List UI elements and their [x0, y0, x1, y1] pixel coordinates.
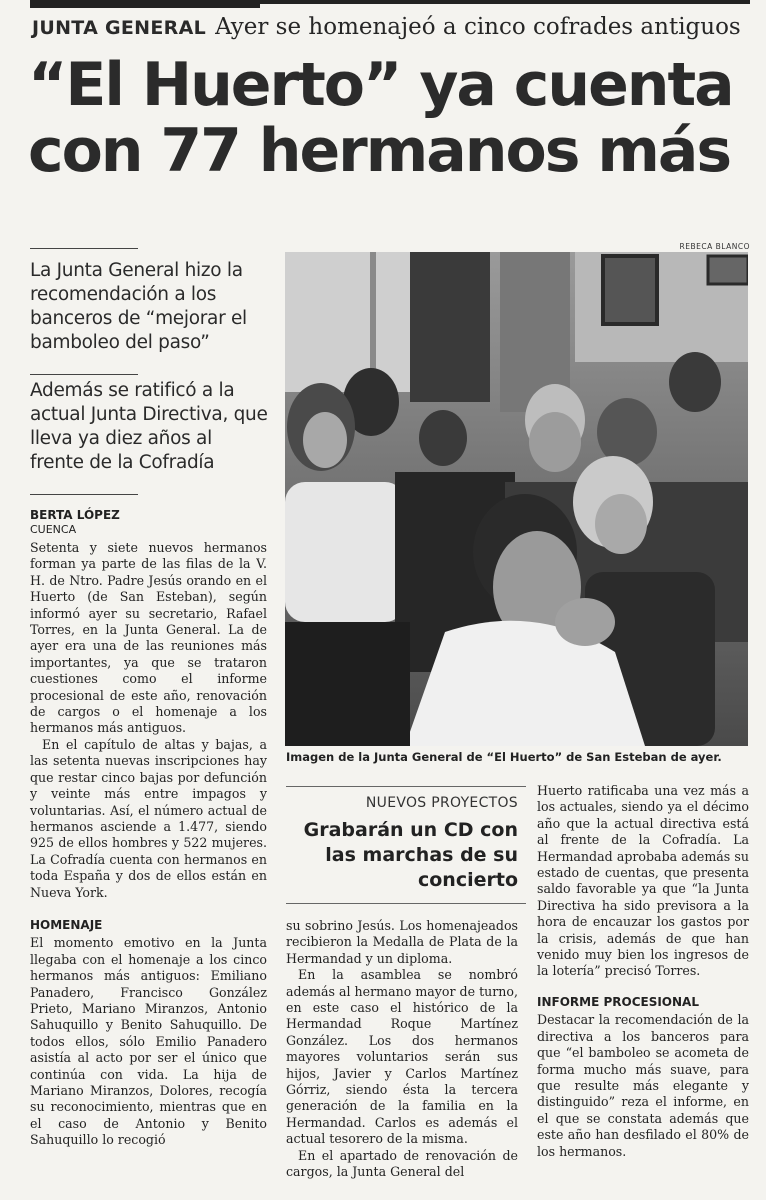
- deck-rule-2: [30, 374, 138, 375]
- deck-rule-1: [30, 248, 138, 249]
- paragraph: En la asamblea se nombró además al hermano mayor de turno, en este caso el histórico de la Hermandad Roque Martínez González. Los dos hermanos mayores voluntarios serán sus hijos, Javier y Carlos Martínez Górriz, siendo ésta la tercera generación de la familia en la Hermandad. Carlos es además el actual tesorero de la misma.: [286, 967, 518, 1147]
- photo-caption: Imagen de la Junta General de “El Huerto” de San Esteban de ayer.: [286, 750, 722, 764]
- paragraph: Destacar la recomendación de la directiva a los banceros para que “el bamboleo se acometa de forma mucho más suave, para que resulte más elegante y distinguido” reza el informe, en el que se constata además que este año han desfilado el 80% de los hermanos.: [537, 1012, 749, 1159]
- paragraph: su sobrino Jesús. Los homenajeados recibieron la Medalla de Plata de la Hermandad y un diploma.: [286, 918, 518, 966]
- kicker-line: [32, 14, 752, 44]
- top-rule: [30, 0, 750, 4]
- news-photo: [285, 252, 748, 746]
- feature-kicker: NUEVOS PROYECTOS: [365, 795, 518, 811]
- deck-rule-3: [30, 494, 138, 495]
- deck-first: La Junta General hizo la recomendación a los banceros de “mejorar el bamboleo del paso”: [30, 260, 247, 353]
- paragraph: Setenta y siete nuevos hermanos forman ya parte de las filas de la V. H. de Ntro. Padre Jesús orando en el Huerto (de San Esteban), según informó ayer su secretario, Rafael Torres, en la Junta General. La de ayer era una de las reuniones más importantes, ya que se trataron cuestiones como el informe procesional de este año, renovación de cargos o el homenaje a los hermanos más antiguos.: [30, 540, 267, 736]
- headline-line-2: con 77 hermanos más: [28, 116, 731, 186]
- byline-city: CUENCA: [30, 523, 77, 536]
- paragraph: Huerto ratificaba una vez más a los actuales, siendo ya el décimo año que la actual directiva está al frente de la Cofradía. La Hermandad aprobaba además su estado de cuentas, que presenta saldo favorable ya que “la Junta Directiva ha sido previsora a la hora de encauzar los gastos por la crisis, además de que han venido muy bien los ingresos de la lotería” precisó Torres.: [537, 783, 749, 979]
- headline: [28, 52, 758, 184]
- feature-title: Grabarán un CD con las marchas de su concierto: [303, 819, 518, 891]
- kicker-subtitle: Ayer se homenajeó a cinco cofrades antiguos: [215, 14, 741, 40]
- byline-author: BERTA LÓPEZ: [30, 508, 120, 522]
- section-label: JUNTA GENERAL: [32, 17, 206, 39]
- feature-rule-bottom: [286, 903, 526, 904]
- headline-line-1: “El Huerto” ya cuenta: [28, 50, 733, 120]
- body-column-1: [30, 540, 267, 1149]
- subhead-informe-procesional: INFORME PROCESIONAL: [537, 994, 699, 1009]
- photo-credit: REBECA BLANCO: [679, 242, 750, 251]
- body-column-3: [537, 783, 749, 1160]
- subhead-homenaje: HOMENAJE: [30, 917, 103, 932]
- paragraph: En el apartado de renovación de cargos, la Junta General del: [286, 1147, 518, 1180]
- audience-photo-illustration: [285, 252, 748, 746]
- paragraph: El momento emotivo en la Junta llegaba con el homenaje a los cinco hermanos más antiguos: Emiliano Panadero, Francisco González Prieto, Mariano Miranzos, Antonio Sahuquillo y Benito Sahuquillo. De todos ellos, sólo Emilio Panadero asistía al acto por ser el único que continúa con vida. La hija de Mariano Miranzos, Dolores, recogía su reconocimiento, mientras que en el caso de Antonio y Benito Sahuquillo lo recogió: [30, 935, 267, 1148]
- deck-second: Además se ratificó a la actual Junta Directiva, que lleva ya diez años al frente de la Cofradía: [30, 380, 268, 473]
- paragraph: En el capítulo de altas y bajas, a las setenta nuevas inscripciones hay que restar cinco bajas por defunción y veinte más entre impagos y voluntarias. Así, el número actual de hermanos asciende a 1.477, siendo 925 de ellos hombres y 522 mujeres. La Cofradía cuenta con hermanos en toda España y dos de ellos están en Nueva York.: [30, 736, 267, 900]
- feature-rule-top: [286, 786, 526, 787]
- body-column-2: [286, 918, 518, 1181]
